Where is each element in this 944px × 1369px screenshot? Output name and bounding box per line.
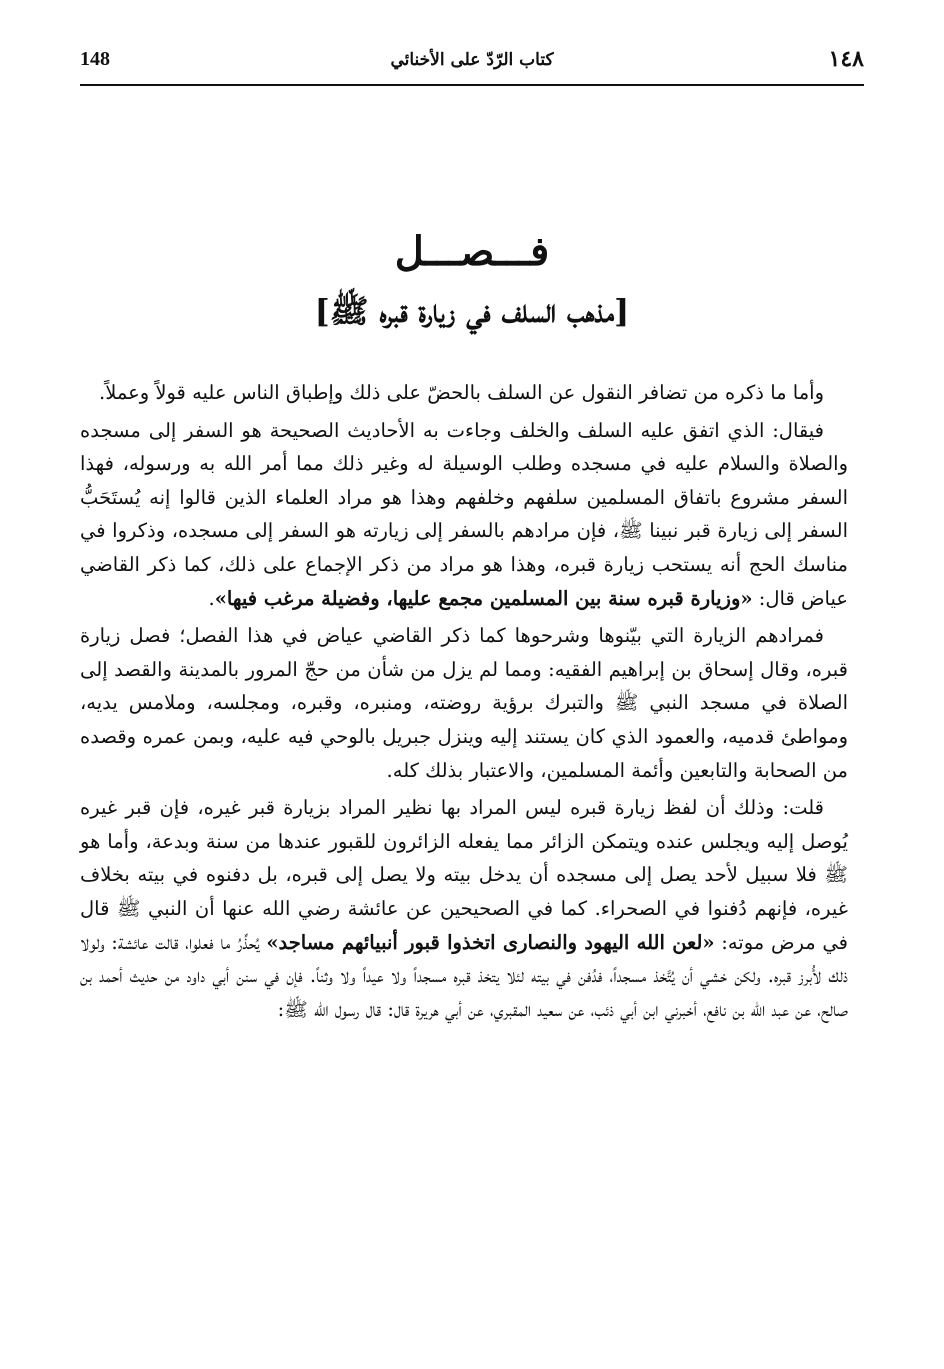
paragraph-1: وأما ما ذكره من تضافر النقول عن السلف بالحضّ على ذلك وإطباق الناس عليه قولاً وعملاً.	[99, 381, 824, 404]
book-title: كتاب الرّدّ على الأخنائي	[390, 50, 554, 70]
paragraph-3: فمرادهم الزيارة التي بيّنوها وشرحوها كما ذكر القاضي عياض في هذا الفصل؛ فصل زيارة قبره، وقال إسحاق بن إبراهيم الفقيه: ومما لم يزل من شأن من حجّ المرور بالمدينة والقصد إلى الصلاة في مسجد النبي ﷺ والتبرك برؤية روضته، ومنبره، وقبره، ومجلسه، وملامس يديه، ومواطئ قدميه، والعمود الذي كان يستند إليه وينزل جبريل بالوحي فيه عليه، وبمن عمره وقصده من الصحابة والتابعين وأئمة المسلمين، والاعتبار بذلك كله.	[80, 624, 848, 782]
paragraph-4: قلت: وذلك أن لفظ زيارة قبره ليس المراد بها نظير المراد بزيارة قبر غيره، فإن قبر غيره يُوصل إليه ويجلس عنده ويتمكن الزائر مما يفعله الزائرون للقبور عندها من سنة وبدعة، وأما هو ﷺ فلا سبيل لأحد يصل إلى مسجده أن يدخل بيته ولا يصل إلى قبره، بل دفنوه في بيته بخلاف غيره، فإنهم دُفنوا في الصحراء. كما في الصحيحين عن عائشة رضي الله عنها أن النبي ﷺ قال في مرض موته: «لعن الله اليهود والنصارى اتخذوا قبور أنبيائهم مساجد» يُحذِّرُ ما فعلوا، قالت عائشة: ولولا ذلك لأُبرز قبره. ولكن خشي أن يُتَّخذ مسجداً، فدُفن في بيته لئلا يتخذ قبره مسجداً ولا عيداً ولا وثناً. فإن في سنن أبي داود من حديث أحمد بن صالح، عن عبد الله بن نافع، أخبرني ابن أبي ذئب، عن سعيد المقبري، عن أبي هريرة قال: قال رسول الله ﷺ:	[80, 796, 848, 1021]
section-label: فـــصـــل	[394, 228, 550, 275]
page-number-arabic: ١٤٨	[828, 46, 864, 72]
page-header	[80, 40, 864, 86]
body-text	[80, 376, 848, 1030]
paragraph-2: فيقال: الذي اتفق عليه السلف والخلف وجاءت به الأحاديث الصحيحة هو السفر إلى مسجده والصلاة والسلام عليه في مسجده وطلب الوسيلة له وغير ذلك مما أمر الله به ورسوله، فهذا السفر مشروع باتفاق المسلمين سلفهم وخلفهم وهذا هو مراد العلماء الذين قالوا إنه يُستَحَبُّ السفر إلى زيارة قبر نبينا ﷺ، فإن مرادهم بالسفر إلى زيارته هو السفر إلى مسجده، وذكروا في مناسك الحج أنه يستحب زيارة قبره، وهذا هو مراد من ذكر الإجماع على ذلك، كما ذكر القاضي عياض قال: «وزيارة قبره سنة بين المسلمين مجمع عليها، وفضيلة مرغب فيها».	[80, 418, 848, 610]
quote-qadi-iyad: «وزيارة قبره سنة بين المسلمين مجمع عليها، وفضيلة مرغب فيها»	[214, 586, 753, 610]
section-title: [مذهب السلف في زيارة قبره ﷺ]	[314, 292, 630, 330]
quote-hadith: «لعن الله اليهود والنصارى اتخذوا قبور أنبيائهم مساجد»	[266, 930, 715, 954]
page-number-latin: 148	[80, 48, 110, 70]
